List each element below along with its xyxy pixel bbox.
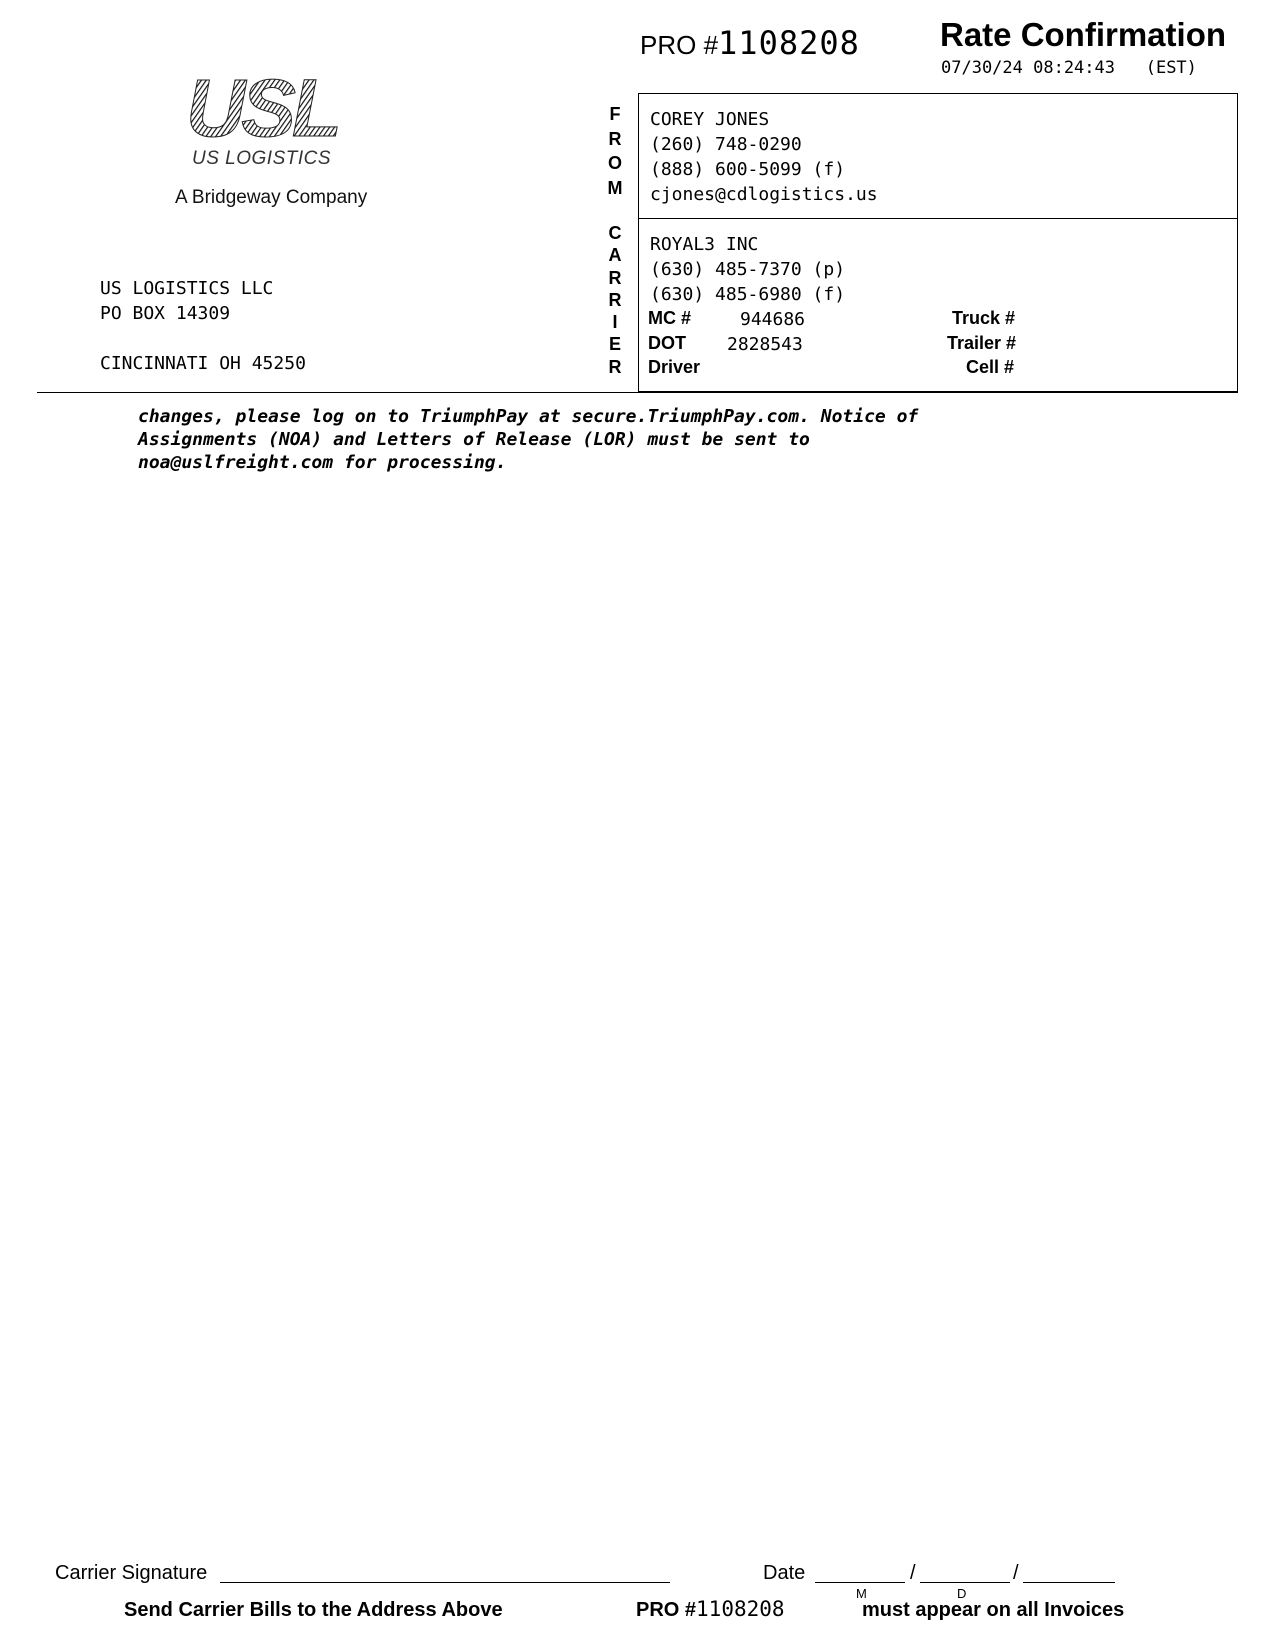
- pro-number-header: [640, 24, 860, 62]
- driver-label: Driver: [648, 357, 701, 377]
- carrier-letter: R: [608, 356, 622, 377]
- footer-pro-prefix: PRO #: [636, 1599, 697, 1621]
- carrier-signature-field[interactable]: [220, 1582, 670, 1583]
- from-letter: R: [608, 128, 622, 149]
- date-year-field[interactable]: [1023, 1582, 1115, 1583]
- from-letter: F: [609, 104, 621, 124]
- pro-prefix: PRO #: [640, 30, 719, 60]
- document-title: Rate Confirmation: [940, 16, 1227, 53]
- logo-tagline: A Bridgeway Company: [175, 187, 368, 208]
- timezone: (EST): [1145, 58, 1197, 78]
- header-rule: [37, 392, 1238, 393]
- carrier-phone: (630) 485-7370 (p): [650, 259, 846, 280]
- company-logo: [170, 72, 410, 212]
- company-name: US LOGISTICS LLC: [100, 278, 274, 299]
- box-divider: [639, 218, 1237, 219]
- from-fax: (888) 600-5099 (f): [650, 159, 846, 180]
- carrier-letter: C: [608, 223, 622, 243]
- dot-label: DOT: [648, 333, 686, 353]
- logo-mark-text: USL: [186, 72, 338, 144]
- from-letter: M: [607, 177, 623, 198]
- footer-pro-number: [636, 1597, 785, 1622]
- from-name: COREY JONES: [650, 109, 770, 130]
- from-side-label: [605, 102, 625, 200]
- usl-logo-mark: [182, 72, 372, 144]
- date-label: Date: [763, 1562, 806, 1584]
- datetime-value: 07/30/24 08:24:43: [941, 58, 1115, 78]
- cell-label: Cell #: [966, 357, 1015, 377]
- carrier-letter: E: [608, 334, 621, 355]
- carrier-letter: A: [608, 245, 622, 266]
- from-letter: O: [607, 153, 622, 173]
- dot-value: 2828543: [727, 334, 803, 355]
- carrier-letter: I: [612, 312, 618, 333]
- send-bills-notice: Send Carrier Bills to the Address Above: [124, 1599, 503, 1621]
- contact-info-box: [638, 93, 1238, 392]
- mc-value: 944686: [740, 309, 806, 330]
- from-email: cjones@cdlogistics.us: [650, 184, 878, 205]
- company-address: PO BOX 14309: [100, 303, 231, 324]
- carrier-signature-label: Carrier Signature: [55, 1562, 208, 1584]
- company-city-state-zip: CINCINNATI OH 45250: [100, 353, 306, 374]
- carrier-name: ROYAL3 INC: [650, 234, 759, 255]
- notice-line: changes, please log on to TriumphPay at secure.TriumphPay.com. Notice of: [138, 406, 919, 427]
- carrier-letter: R: [608, 267, 622, 288]
- notice-line: Assignments (NOA) and Letters of Release (LOR) must be sent to: [138, 429, 810, 450]
- carrier-fax: (630) 485-6980 (f): [650, 284, 846, 305]
- date-separator: /: [1013, 1562, 1019, 1584]
- pro-number: 1108208: [718, 24, 860, 62]
- from-phone: (260) 748-0290: [650, 134, 802, 155]
- notice-line: noa@uslfreight.com for processing.: [138, 452, 507, 473]
- carrier-letter: R: [608, 289, 622, 310]
- invoice-notice: must appear on all Invoices: [862, 1599, 1125, 1621]
- day-hint: D: [957, 1586, 967, 1601]
- month-hint: M: [856, 1586, 867, 1601]
- carrier-side-label: [605, 222, 625, 378]
- logo-subtitle: US LOGISTICS: [192, 148, 332, 169]
- truck-label: Truck #: [952, 308, 1016, 328]
- date-day-field[interactable]: [920, 1582, 1010, 1583]
- date-separator: /: [910, 1562, 916, 1584]
- date-month-field[interactable]: [815, 1582, 905, 1583]
- trailer-label: Trailer #: [947, 333, 1017, 353]
- mc-label: MC #: [648, 308, 692, 328]
- footer-pro-value: 1108208: [696, 1597, 785, 1621]
- document-datetime: [941, 58, 1197, 78]
